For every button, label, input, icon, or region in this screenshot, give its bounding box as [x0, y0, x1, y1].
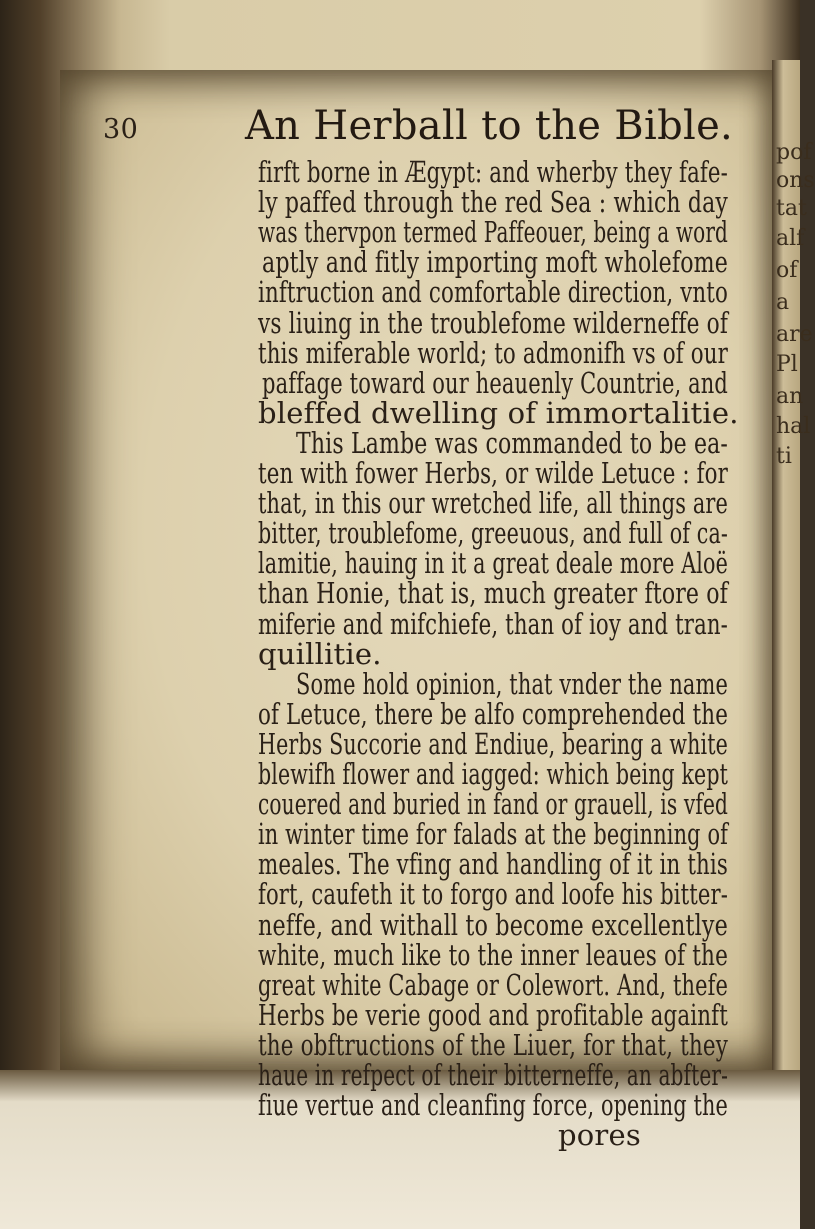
text-line: Some hold opinion, that vnder the name: [296, 666, 728, 701]
text-line: great white Cabage or Colewort. And, thefe: [258, 967, 728, 1002]
text-line: Herbs be verie good and profitable againft: [258, 997, 728, 1032]
facing-page-fragment: alf: [776, 226, 805, 251]
facing-page-fragment: pof: [776, 140, 812, 165]
text-line: that, in this our wretched life, all things are: [258, 486, 728, 521]
facing-page-fragment: hal: [776, 414, 811, 439]
text-line: was thervpon termed Paffeouer, being a word: [258, 215, 728, 250]
text-line: quillitie.: [258, 636, 382, 671]
text-line: fiue vertue and cleanfing force, opening the: [258, 1088, 728, 1123]
text-line: aptly and fitly importing moft wholefome: [262, 245, 728, 280]
facing-page-fragment: Pl: [776, 352, 798, 377]
text-line: paffage toward our heauenly Countrie, and: [262, 365, 728, 400]
text-line: the obftructions of the Liuer, for that, they: [258, 1027, 728, 1062]
running-head: An Herball to the Bible.: [245, 103, 734, 149]
text-line: inftruction and comfortable direction, vnto: [258, 275, 728, 310]
text-line: ly paffed through the red Sea : which day: [258, 185, 728, 220]
text-line: Herbs Succorie and Endiue, bearing a white: [258, 726, 728, 761]
page-number: 30: [103, 114, 139, 145]
text-line: vs liuing in the troublefome wilderneffe of: [258, 305, 728, 340]
text-line: meales. The vfing and handling of it in this: [258, 847, 728, 882]
text-line: fort, caufeth it to forgo and loofe his bitter-: [258, 877, 728, 912]
text-line: pores: [558, 1118, 641, 1153]
facing-page-fragment: a: [776, 290, 790, 315]
text-line: bitter, troublefome, greeuous, and full of ca-: [258, 516, 728, 551]
text-line: couered and buried in fand or grauell, is vfed: [258, 787, 728, 822]
text-line: haue in refpect of their bitterneffe, an abfter-: [258, 1058, 728, 1092]
text-line: blewifh flower and iagged: which being kept: [258, 757, 728, 791]
text-line: this miferable world; to admonifh vs of our: [258, 335, 728, 370]
facing-page-fragment: of: [776, 258, 798, 283]
text-line: miferie and mifchiefe, than of ioy and tran-: [258, 606, 728, 641]
text-line: of Letuce, there be alfo comprehended the: [258, 696, 728, 731]
facing-page-fragment: an: [776, 384, 804, 409]
text-line: than Honie, that is, much greater ftore of: [258, 576, 728, 611]
text-line: white, much like to the inner leaues of the: [258, 937, 728, 972]
text-line: lamitie, hauing in it a great deale more Aloë: [258, 546, 728, 581]
text-line: firft borne in Ægypt: and wherby they fafe-: [258, 155, 728, 189]
facing-page-fragment: ons: [776, 168, 815, 193]
text-line: neffe, and withall to become excellentlye: [258, 907, 728, 942]
text-line: in winter time for falads at the beginning of: [258, 817, 728, 852]
text-line: This Lambe was commanded to be ea-: [296, 425, 728, 460]
facing-page-fragment: tat: [776, 196, 807, 221]
text-line: ten with fower Herbs, or wilde Letuce : for: [258, 456, 728, 490]
facing-page-fragment: ti: [776, 444, 792, 469]
facing-page-fragment: are: [776, 322, 813, 347]
text-line: bleffed dwelling of immortalitie.: [258, 395, 739, 430]
